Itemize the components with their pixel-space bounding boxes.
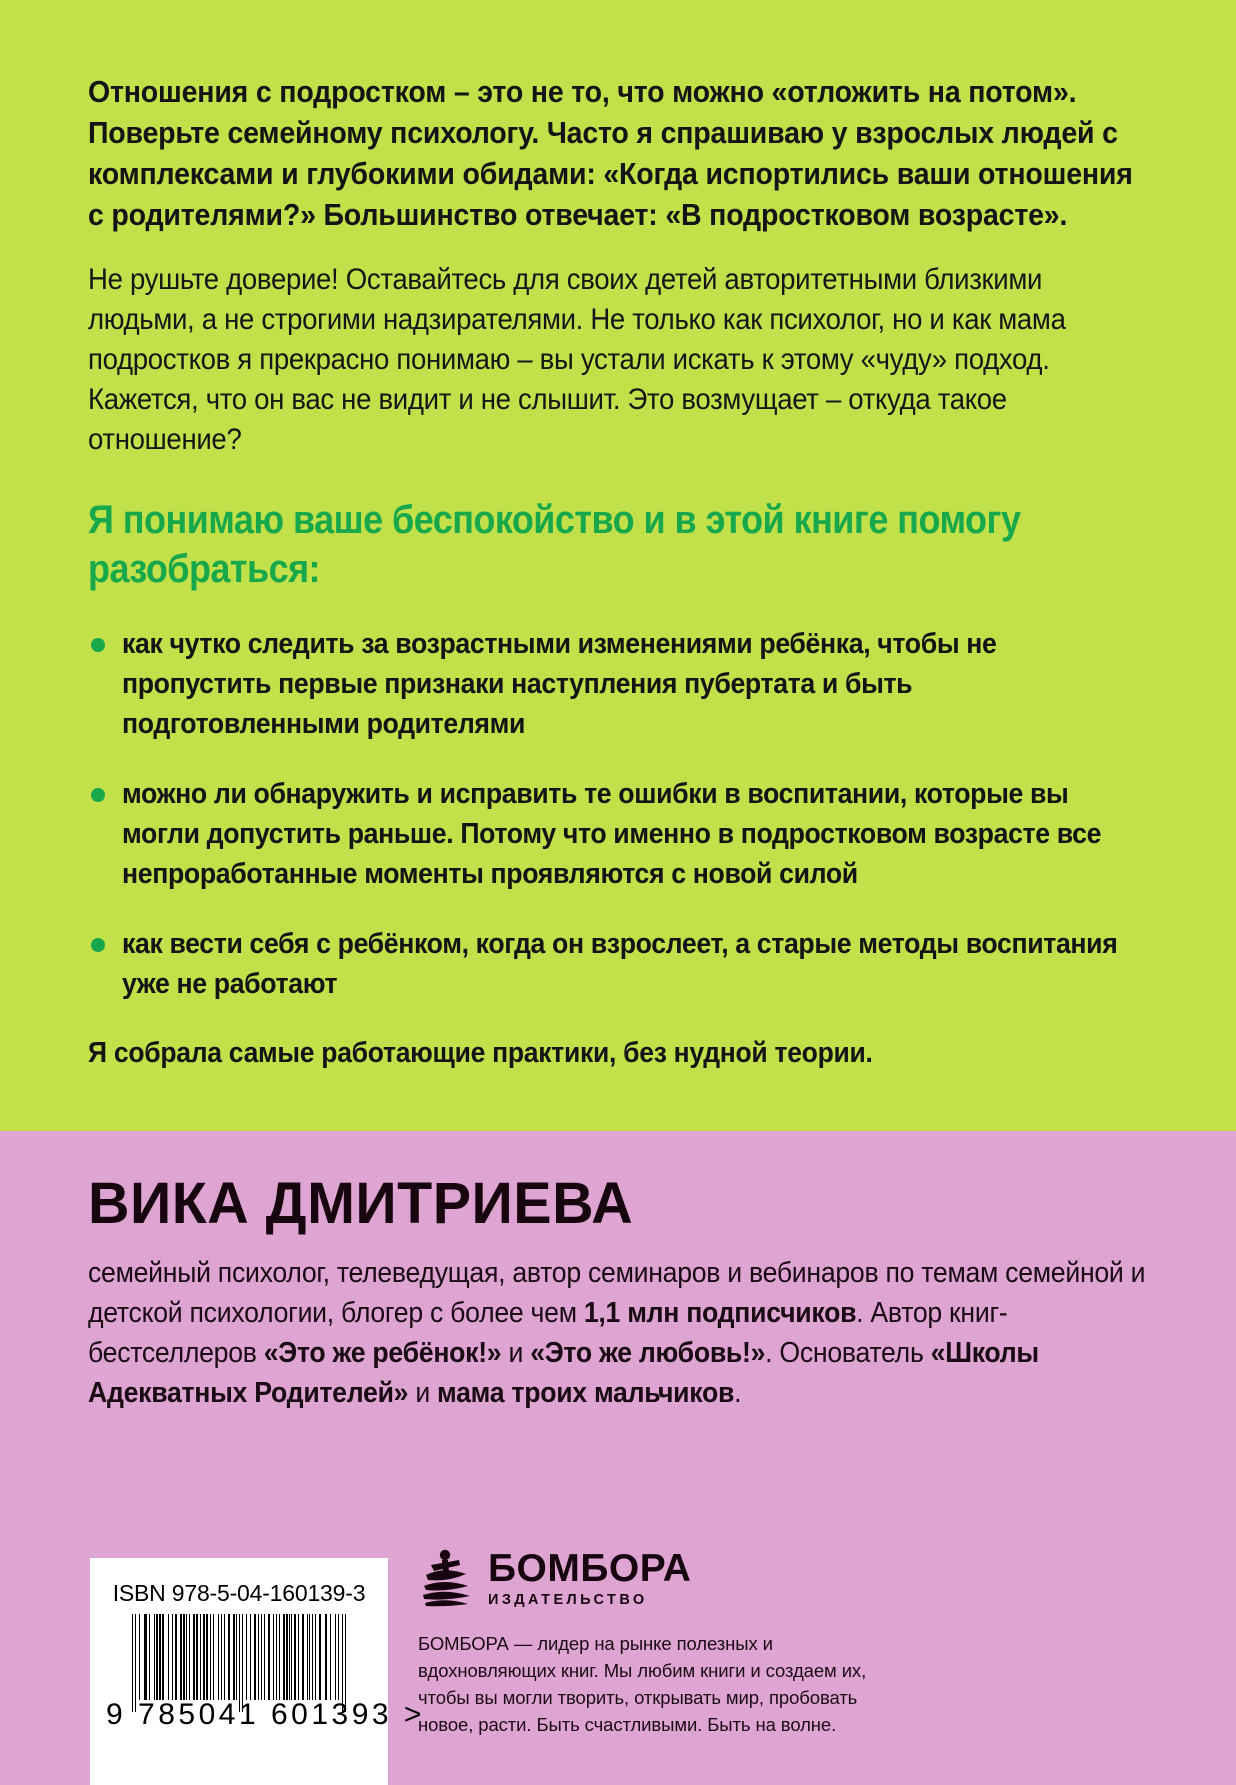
- bombora-surfer-wave-icon: [418, 1548, 474, 1608]
- publisher-subtitle: ИЗДАТЕЛЬСТВО: [488, 1591, 648, 1608]
- author-bio-highlight-mother: мама троих мальчиков: [437, 1377, 735, 1409]
- list-item: [88, 624, 1148, 744]
- publisher-block: [418, 1548, 938, 1757]
- author-bio-part-1: семейный психолог, телеведущая, автор семинаров и вебинаров по темам семейной и детской психологии, блогер с более чем: [88, 1257, 1146, 1329]
- author-bio: [88, 1253, 1154, 1413]
- isbn-label: ISBN 978-5-04-160139-3: [112, 1580, 366, 1606]
- barcode-digits: 9 785041 601393 >: [106, 1698, 425, 1731]
- author-bio-highlight-followers: 1,1 млн подписчиков: [583, 1297, 857, 1329]
- bullet-dot-icon: [91, 788, 105, 802]
- author-bio-highlight-book-2: «Это же любовь!»: [530, 1337, 766, 1369]
- author-bio-part-5: и: [408, 1377, 438, 1409]
- author-bio-part-6: .: [734, 1377, 742, 1409]
- author-bio-part-3: и: [501, 1337, 531, 1369]
- publisher-description: БОМБОРА — лидер на рынке полезных и вдохновляющих книг. Мы любим книги и создаем их, чтобы вы могли творить, открывать мир, пробовать новое, расти. Быть счастливыми. Быть на волне.: [418, 1633, 867, 1735]
- list-item-text: как чутко следить за возрастными изменениями ребёнка, чтобы не пропустить первые признаки наступления пубертата и быть подготовленными родителями: [122, 628, 997, 740]
- author-bio-highlight-book-1: «Это же ребёнок!»: [263, 1337, 502, 1369]
- list-item: [88, 774, 1148, 894]
- author-name: ВИКА ДМИТРИЕВА: [88, 1171, 634, 1236]
- publisher-logo-text: [488, 1546, 692, 1608]
- body-paragraph: Не рушьте доверие! Оставайтесь для своих детей авторитетными близкими людьми, а не строгими надзирателями. Не только как психолог, но и как мама подростков я прекрасно понимаю – вы устали искать к этому «чуду» подход. Кажется, что он вас не видит и не слышит. Это возмущает – откуда такое отношение?: [88, 263, 1066, 456]
- author-bio-part-2: . Автор книг-бестселлеров: [88, 1297, 1008, 1369]
- bullet-dot-icon: [91, 638, 105, 652]
- lead-paragraph: Отношения с подростком – это не то, что можно «отложить на потом». Поверьте семейному психологу. Часто я спрашиваю у взрослых людей с комплексами и глубокими обидами: «Когда испортились ваши отношения с родителями?» Большинство отвечает: «В подростковом возрасте».: [88, 75, 1133, 232]
- benefits-list: [88, 624, 1148, 1004]
- publisher-logo: [418, 1548, 938, 1608]
- barcode-block: [90, 1558, 425, 1785]
- author-bio-highlight-school: «Школы Адекватных Родителей»: [88, 1337, 1039, 1409]
- list-item-text: можно ли обнаружить и исправить те ошибки в воспитании, которые вы могли допустить раньше. Потому что именно в подростковом возрасте все непроработанные моменты проявляются с новой силой: [122, 778, 1102, 890]
- section-heading: Я понимаю ваше беспокойство и в этой книге помогу разобраться:: [88, 498, 1021, 591]
- list-item-text: как вести себя с ребёнком, когда он взрослеет, а старые методы воспитания уже не работают: [122, 928, 1118, 1000]
- publisher-name: БОМБОРА: [488, 1546, 692, 1590]
- closing-line: Я собрала самые работающие практики, без нудной теории.: [88, 1037, 873, 1069]
- author-bio-part-4: . Основатель: [765, 1337, 931, 1369]
- bullet-dot-icon: [91, 938, 105, 952]
- list-item: [88, 924, 1148, 1004]
